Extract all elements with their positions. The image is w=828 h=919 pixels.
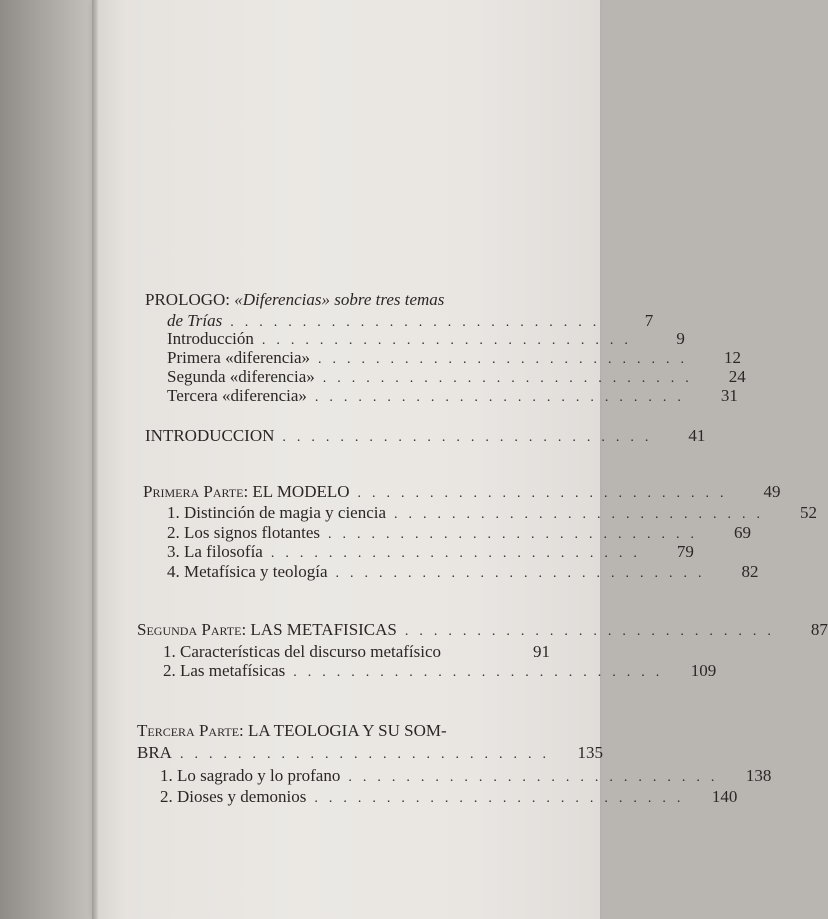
toc-entry-label: Segunda «diferencia»	[167, 367, 315, 386]
toc-entry	[163, 642, 550, 662]
part-title: : LA TEOLOGIA Y SU SOM-	[239, 721, 447, 740]
toc-prologo-heading	[145, 290, 505, 310]
toc-part-3	[137, 721, 550, 741]
toc-entry-label: 4. Metafísica y teología	[167, 562, 328, 581]
toc-entry-page: 7	[644, 311, 654, 330]
leader-dots: ..........................	[282, 430, 660, 445]
leader-dots: ..........................	[230, 315, 608, 330]
toc-entry-label: 2. Dioses y demonios	[160, 787, 307, 806]
leader-dots: ..........................	[270, 546, 648, 561]
toc-entry-label: 3. La filosofía	[167, 542, 263, 561]
toc-entry-page: 52	[800, 503, 818, 522]
toc-entry-page: 87	[810, 620, 828, 639]
leader-dots: ..........................	[314, 791, 692, 806]
toc-entry	[160, 766, 772, 788]
toc-entry	[167, 386, 738, 408]
part-prefix: Primera Parte	[143, 482, 244, 501]
leader-dots: ..........................	[293, 665, 671, 680]
leader-dots: ..........................	[335, 566, 713, 581]
toc-entry-page: 140	[711, 787, 738, 806]
part-title-continued: BRA	[137, 743, 172, 762]
toc-entry-label: Primera «diferencia»	[167, 348, 311, 367]
toc-entry-label: INTRODUCCION	[145, 426, 275, 445]
toc-entry-label: de Trías	[167, 311, 223, 330]
prologo-label: PROLOGO	[145, 290, 226, 309]
prologo-sep: :	[225, 290, 235, 309]
toc-entry-page: 49	[763, 482, 781, 501]
toc-entry-label: 1. Lo sagrado y lo profano	[160, 766, 341, 785]
toc-entry-label: Introducción	[167, 329, 254, 348]
leader-dots: ..........................	[318, 352, 696, 367]
leader-dots: ..........................	[357, 486, 735, 501]
toc-entry-label: 2. Los signos flotantes	[167, 523, 320, 542]
leader-dots: ..........................	[404, 624, 782, 639]
toc-entry-page: 69	[734, 523, 751, 542]
toc-entry-page: 138	[745, 766, 772, 785]
toc-entry-page: 109	[690, 661, 717, 680]
toc-entry	[160, 787, 738, 809]
leader-dots: ..........................	[314, 390, 692, 405]
toc-entry	[167, 562, 759, 584]
toc-entry	[163, 661, 717, 683]
toc-entry-label: Tercera «diferencia»	[167, 386, 307, 405]
toc-introduccion	[145, 426, 706, 448]
toc-entry-page: 31	[720, 386, 738, 405]
part-title: : LAS METAFISICAS	[241, 620, 397, 639]
toc-part-3-cont	[137, 743, 603, 765]
part-prefix: Tercera Parte	[137, 721, 240, 740]
toc-entry-page: 41	[688, 426, 706, 445]
toc-entry-page: 91	[533, 642, 550, 661]
toc-entry	[167, 503, 818, 525]
toc-entry-label: 2. Las metafísicas	[163, 661, 286, 680]
toc-entry-page: 12	[724, 348, 742, 367]
toc-entry-page: 24	[728, 367, 746, 386]
leader-dots: ..........................	[322, 371, 700, 386]
toc-entry-page: 9	[676, 329, 685, 348]
part-title: : EL MODELO	[243, 482, 350, 501]
toc-entry-page: 135	[577, 743, 603, 762]
toc-part-1	[143, 482, 781, 504]
part-prefix: Segunda Parte	[137, 620, 242, 639]
leader-dots: ..........................	[348, 770, 726, 785]
toc-part-2	[137, 620, 828, 642]
toc-entry-label: 1. Características del discurso metafísico	[163, 642, 442, 661]
leader-dots: ..........................	[261, 333, 639, 348]
toc-entry-page: 79	[676, 542, 694, 561]
leader-dots: ..........................	[328, 527, 705, 542]
toc-entry	[167, 542, 694, 564]
leader-dots: ..........................	[394, 507, 772, 522]
toc-entry-label: 1. Distinción de magia y ciencia	[167, 503, 387, 522]
prologo-subtitle: sobre tres temas	[329, 290, 445, 309]
prologo-diferencias: «Diferencias»	[234, 290, 330, 309]
leader-dots: ..........................	[179, 747, 557, 762]
toc-entry-page: 82	[741, 562, 759, 581]
